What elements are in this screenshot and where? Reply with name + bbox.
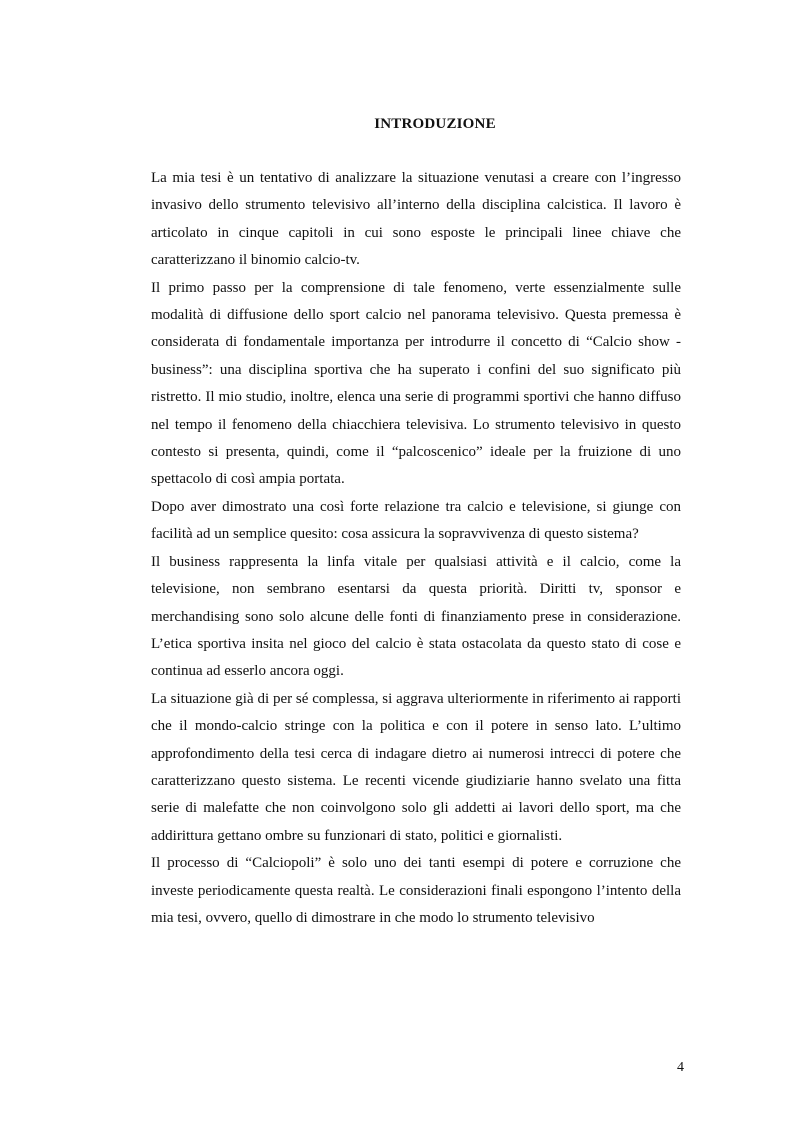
paragraph: Il processo di “Calciopoli” è solo uno dei tanti esempi di potere e corruzione che investe periodicamente questa realtà. Le considerazioni finali espongono l’intento della mia tesi, ovvero, quello di dimostrare in che modo lo strumento televisivo (151, 855, 681, 926)
paragraph: Il primo passo per la comprensione di tale fenomeno, verte essenzialmente sulle modalità di diffusione dello sport calcio nel panorama televisivo. Questa premessa è considerata di fondamentale importanza per introdurre il concetto di “Calcio show - business”: una disciplina sportiva che ha superato i confini del suo significato più ristretto. Il mio studio, inoltre, elenca una serie di programmi sportivi che hanno diffuso nel tempo il fenomeno della chiacchiera televisiva. Lo strumento televisivo in questo contesto si presenta, quindi, come il “palcoscenico” ideale per la fruizione di uno spettacolo di così ampia portata. (151, 279, 681, 488)
paragraph: Il business rappresenta la linfa vitale per qualsiasi attività e il calcio, come la televisione, non sembrano esentarsi da questa priorità. Diritti tv, sponsor e merchandising sono solo alcune delle fonti di finanziamento prese in considerazione. L’etica sportiva insita nel gioco del calcio è stata ostacolata da questo stato di cose e continua ad esserlo ancora oggi. (151, 553, 681, 680)
paragraph: Dopo aver dimostrato una così forte relazione tra calcio e televisione, si giunge con facilità ad un semplice quesito: cosa assicura la sopravvivenza di questo sistema? (151, 498, 681, 543)
page-title: INTRODUZIONE (374, 116, 496, 132)
paragraph: La mia tesi è un tentativo di analizzare la situazione venutasi a creare con l’ingresso invasivo dello strumento televisivo all’interno della disciplina calcistica. Il lavoro è articolato in cinque capitoli in cui sono esposte le principali linee chiave che caratterizzano il binomio calcio-tv. (151, 170, 681, 269)
page-number: 4 (677, 1060, 684, 1075)
paragraph: La situazione già di per sé complessa, si aggrava ulteriormente in riferimento ai rapporti che il mondo-calcio stringe con la politica e con il potere in senso lato. L’ultimo approfondimento della tesi cerca di indagare dietro ai numerosi intrecci di potere che caratterizzano questo sistema. Le recenti vicende giudiziarie hanno svelato una fitta serie di malefatte che non coinvolgono solo gli addetti ai lavori dello sport, ma che addirittura gettano ombre su funzionari di stato, politici e giornalisti. (151, 690, 681, 844)
body-text (151, 165, 681, 932)
